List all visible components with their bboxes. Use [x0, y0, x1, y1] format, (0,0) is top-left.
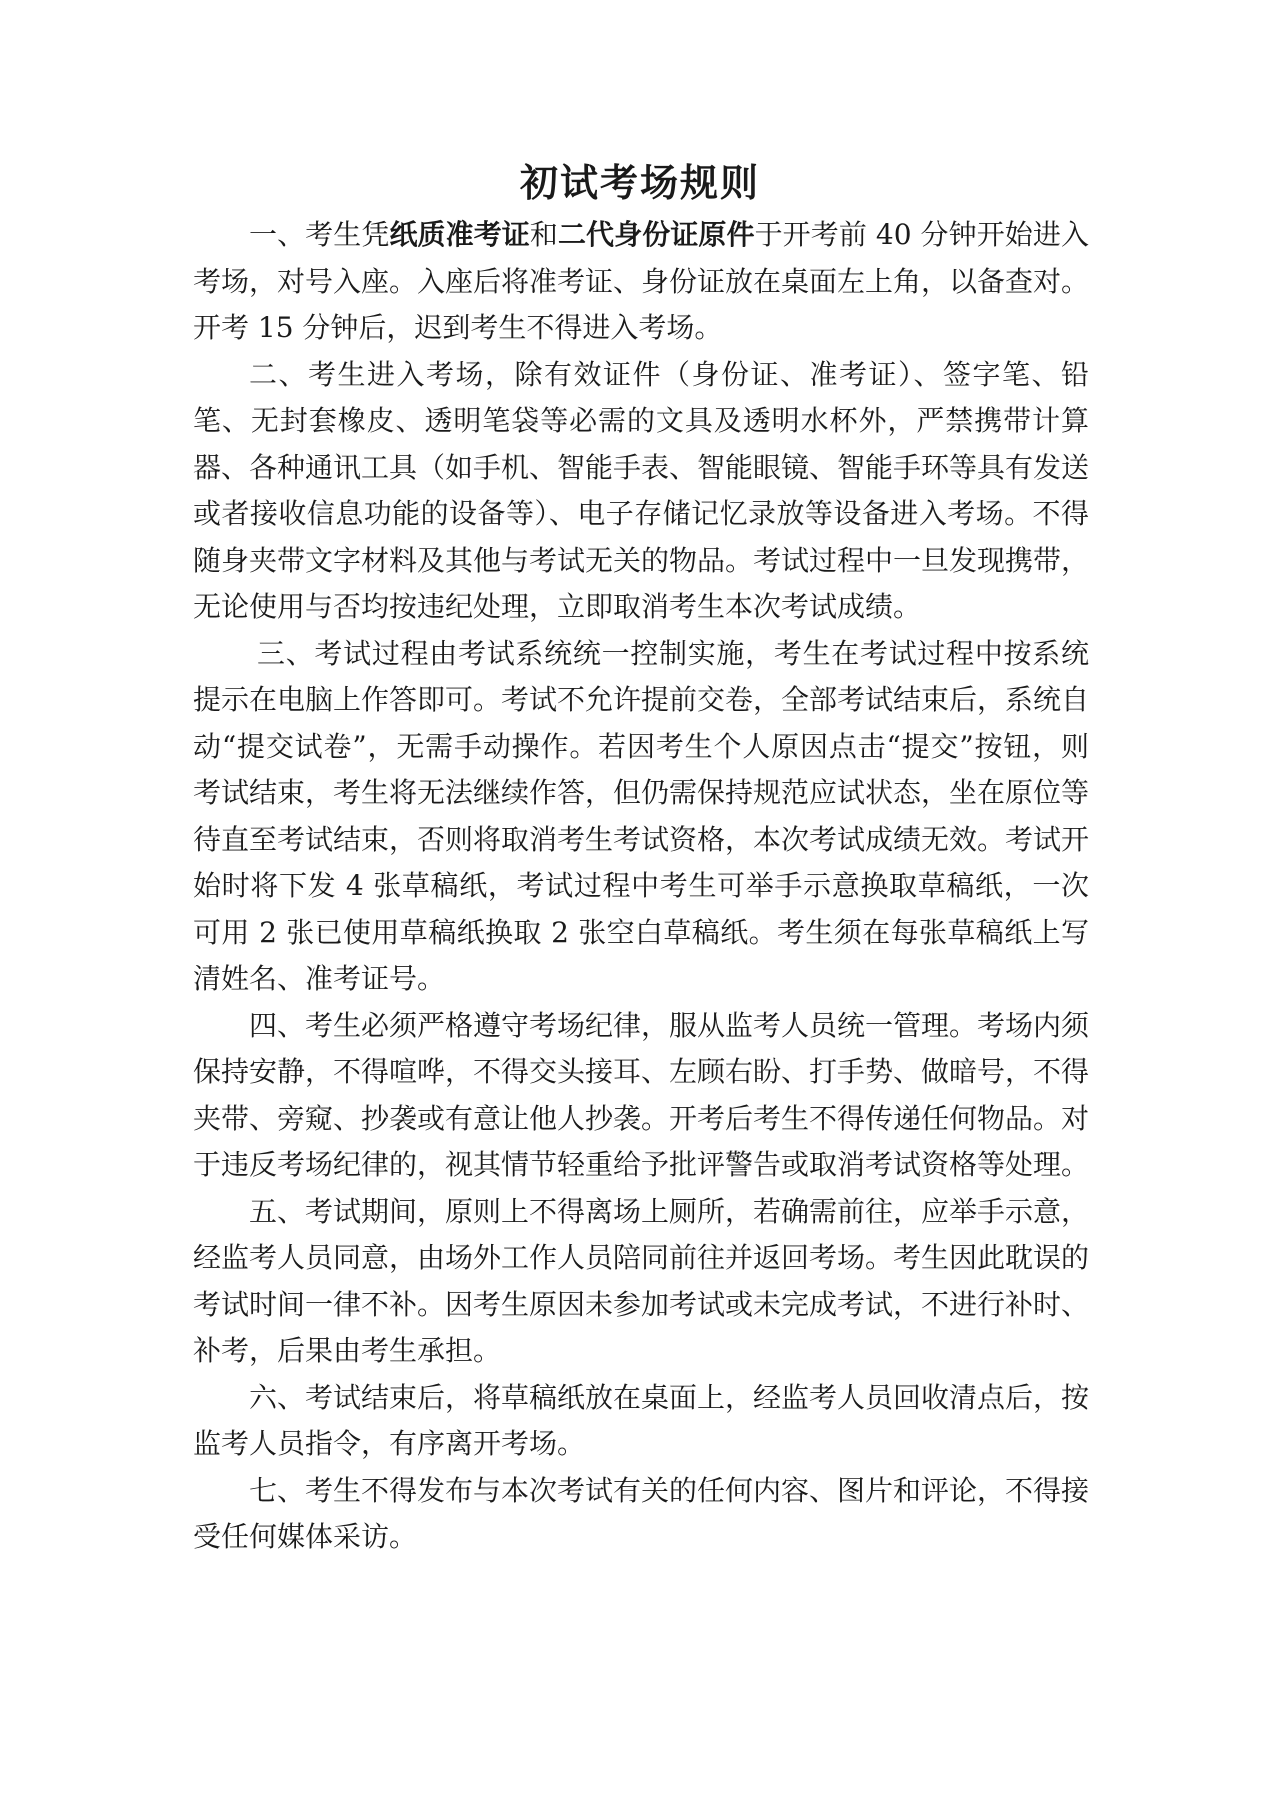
rule-4: 四、考生必须严格遵守考场纪律，服从监考人员统一管理。考场内须保持安静，不得喧哗，不得交头接耳、左顾右盼、打手势、做暗号，不得夹带、旁窥、抄袭或有意让他人抄袭。开考后考生不得传递任何物品。对于违反考场纪律的，视其情节轻重给予批评警告或取消考试资格等处理。 [193, 1008, 1090, 1181]
rule-7: 七、考生不得发布与本次考试有关的任何内容、图片和评论，不得接受任何媒体采访。 [193, 1473, 1090, 1553]
rule-1-text-e: 于开考前 40 分钟开始进入考场，对号入座。入座后将准考证、身份证放在桌面左上角，以备查对。开考 15 分钟后，迟到考生不得进入考场。 [193, 218, 1090, 344]
rule-1-id-card-original: 二代身份证原件 [557, 218, 755, 251]
rules-body [193, 212, 1089, 1561]
rule-1-paper-admission-ticket: 纸质准考证 [389, 218, 530, 251]
rule-1-text-a: 一、考生凭 [249, 218, 390, 251]
rule-5: 五、考试期间，原则上不得离场上厕所，若确需前往，应举手示意，经监考人员同意，由场外工作人员陪同前往并返回考场。考生因此耽误的考试时间一律不补。因考生原因未参加考试或未完成考试，不进行补时、补考，后果由考生承担。 [193, 1194, 1090, 1367]
rule-2: 二、考生进入考场，除有效证件（身份证、准考证）、签字笔、铅笔、无封套橡皮、透明笔袋等必需的文具及透明水杯外，严禁携带计算器、各种通讯工具（如手机、智能手表、智能眼镜、智能手环等具有发送或者接收信息功能的设备等）、电子存储记忆录放等设备进入考场。不得随身夹带文字材料及其他与考试无关的物品。考试过程中一旦发现携带，无论使用与否均按违纪处理，立即取消考生本次考试成绩。 [193, 357, 1090, 623]
rule-3: 三、考试过程由考试系统统一控制实施，考生在考试过程中按系统提示在电脑上作答即可。考试不允许提前交卷，全部考试结束后，系统自动“提交试卷”，无需手动操作。若因考生个人原因点击“提交”按钮，则考试结束，考生将无法继续作答，但仍需保持规范应试状态，坐在原位等待直至考试结束，否则将取消考生考试资格，本次考试成绩无效。考试开始时将下发 4 张草稿纸，考试过程中考生可举手示意换取草稿纸，一次可用 2 张已使用草稿纸换取 2 张空白草稿纸。考生须在每张草稿纸上写清姓名、准考证号。 [193, 636, 1090, 995]
rule-1 [193, 212, 1089, 352]
rule-6: 六、考试结束后，将草稿纸放在桌面上，经监考人员回收清点后，按监考人员指令，有序离开考场。 [193, 1380, 1090, 1460]
page-title: 初试考场规则 [519, 160, 760, 205]
rule-1-text-c: 和 [529, 218, 558, 251]
